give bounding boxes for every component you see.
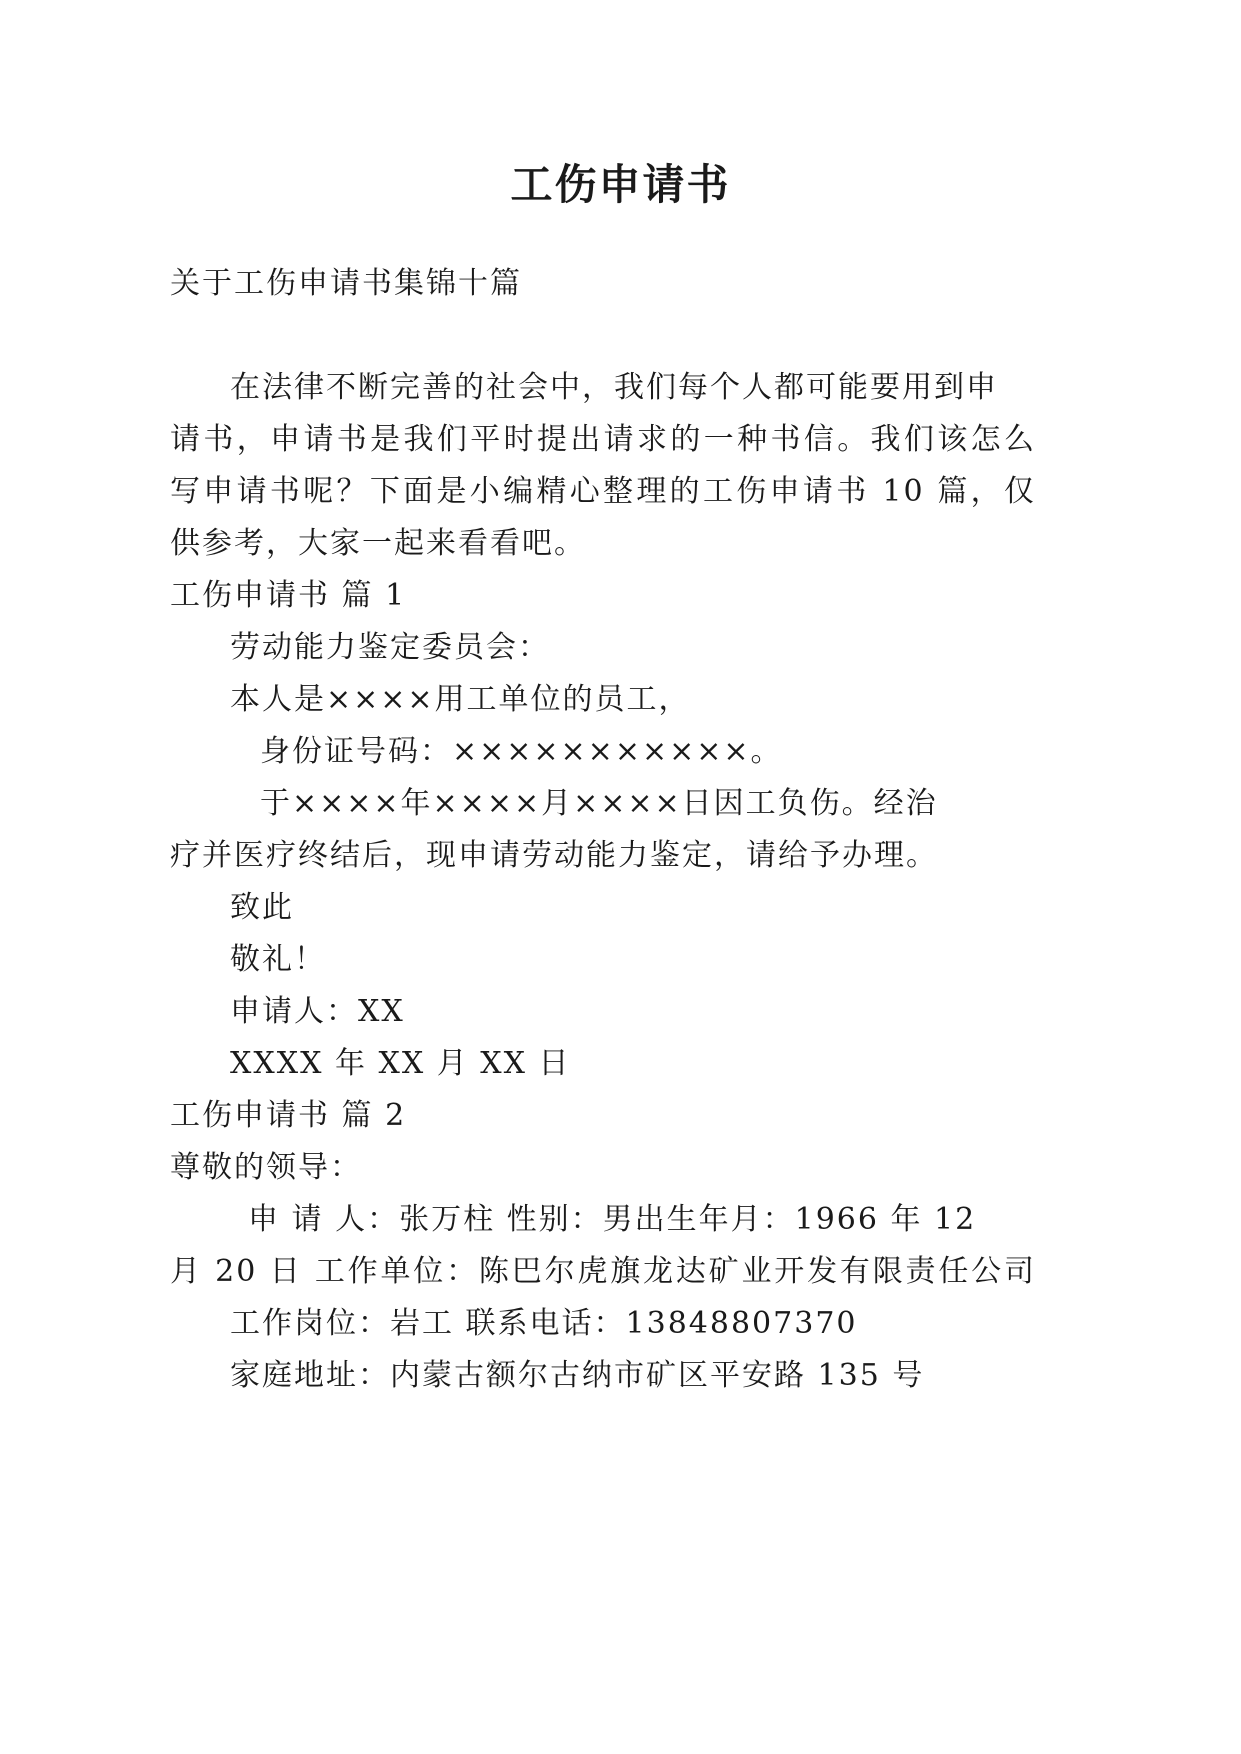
section-1-salutation: 劳动能力鉴定委员会： (230, 630, 550, 665)
section-1-line-3b: 疗并医疗终结后，现申请劳动能力鉴定，请给予办理。 (170, 838, 938, 873)
intro-line-2: 请书，申请书是我们平时提出请求的一种书信。我们该怎么 (170, 422, 1036, 457)
section-1-line-3a: 于××××年××××月××××日因工负伤。经治 (260, 786, 938, 821)
section-1-line-1: 本人是××××用工单位的员工， (230, 682, 691, 717)
intro-line-4: 供参考，大家一起来看看吧。 (170, 526, 586, 561)
section-1-closing-2: 敬礼！ (230, 942, 326, 977)
section-2-line-3: 家庭地址：内蒙古额尔古纳市矿区平安路 135 号 (230, 1358, 925, 1393)
intro-line-1: 在法律不断完善的社会中，我们每个人都可能要用到申 (230, 370, 998, 405)
section-1-heading: 工伤申请书 篇 1 (170, 578, 407, 613)
section-1-applicant: 申请人：XX (230, 994, 405, 1029)
section-2-line-1b: 月 20 日 工作单位：陈巴尔虎旗龙达矿业开发有限责任公司 (170, 1254, 1036, 1289)
document-subtitle: 关于工伤申请书集锦十篇 (170, 266, 522, 301)
intro-line-3: 写申请书呢？下面是小编精心整理的工伤申请书 10 篇，仅 (170, 474, 1036, 509)
section-1-id-number: 身份证号码：×××××××××××。 (260, 734, 783, 769)
section-2-heading: 工伤申请书 篇 2 (170, 1098, 407, 1133)
document-title: 工伤申请书 (510, 160, 731, 209)
section-2-line-2: 工作岗位：岩工 联系电话：13848807370 (230, 1306, 858, 1341)
section-1-closing-1: 致此 (230, 890, 294, 925)
section-1-date: XXXX 年 XX 月 XX 日 (230, 1046, 571, 1081)
section-2-salutation: 尊敬的领导： (170, 1150, 362, 1185)
section-2-line-1a: 申 请 人：张万柱 性别：男出生年月：1966 年 12 (248, 1202, 977, 1237)
